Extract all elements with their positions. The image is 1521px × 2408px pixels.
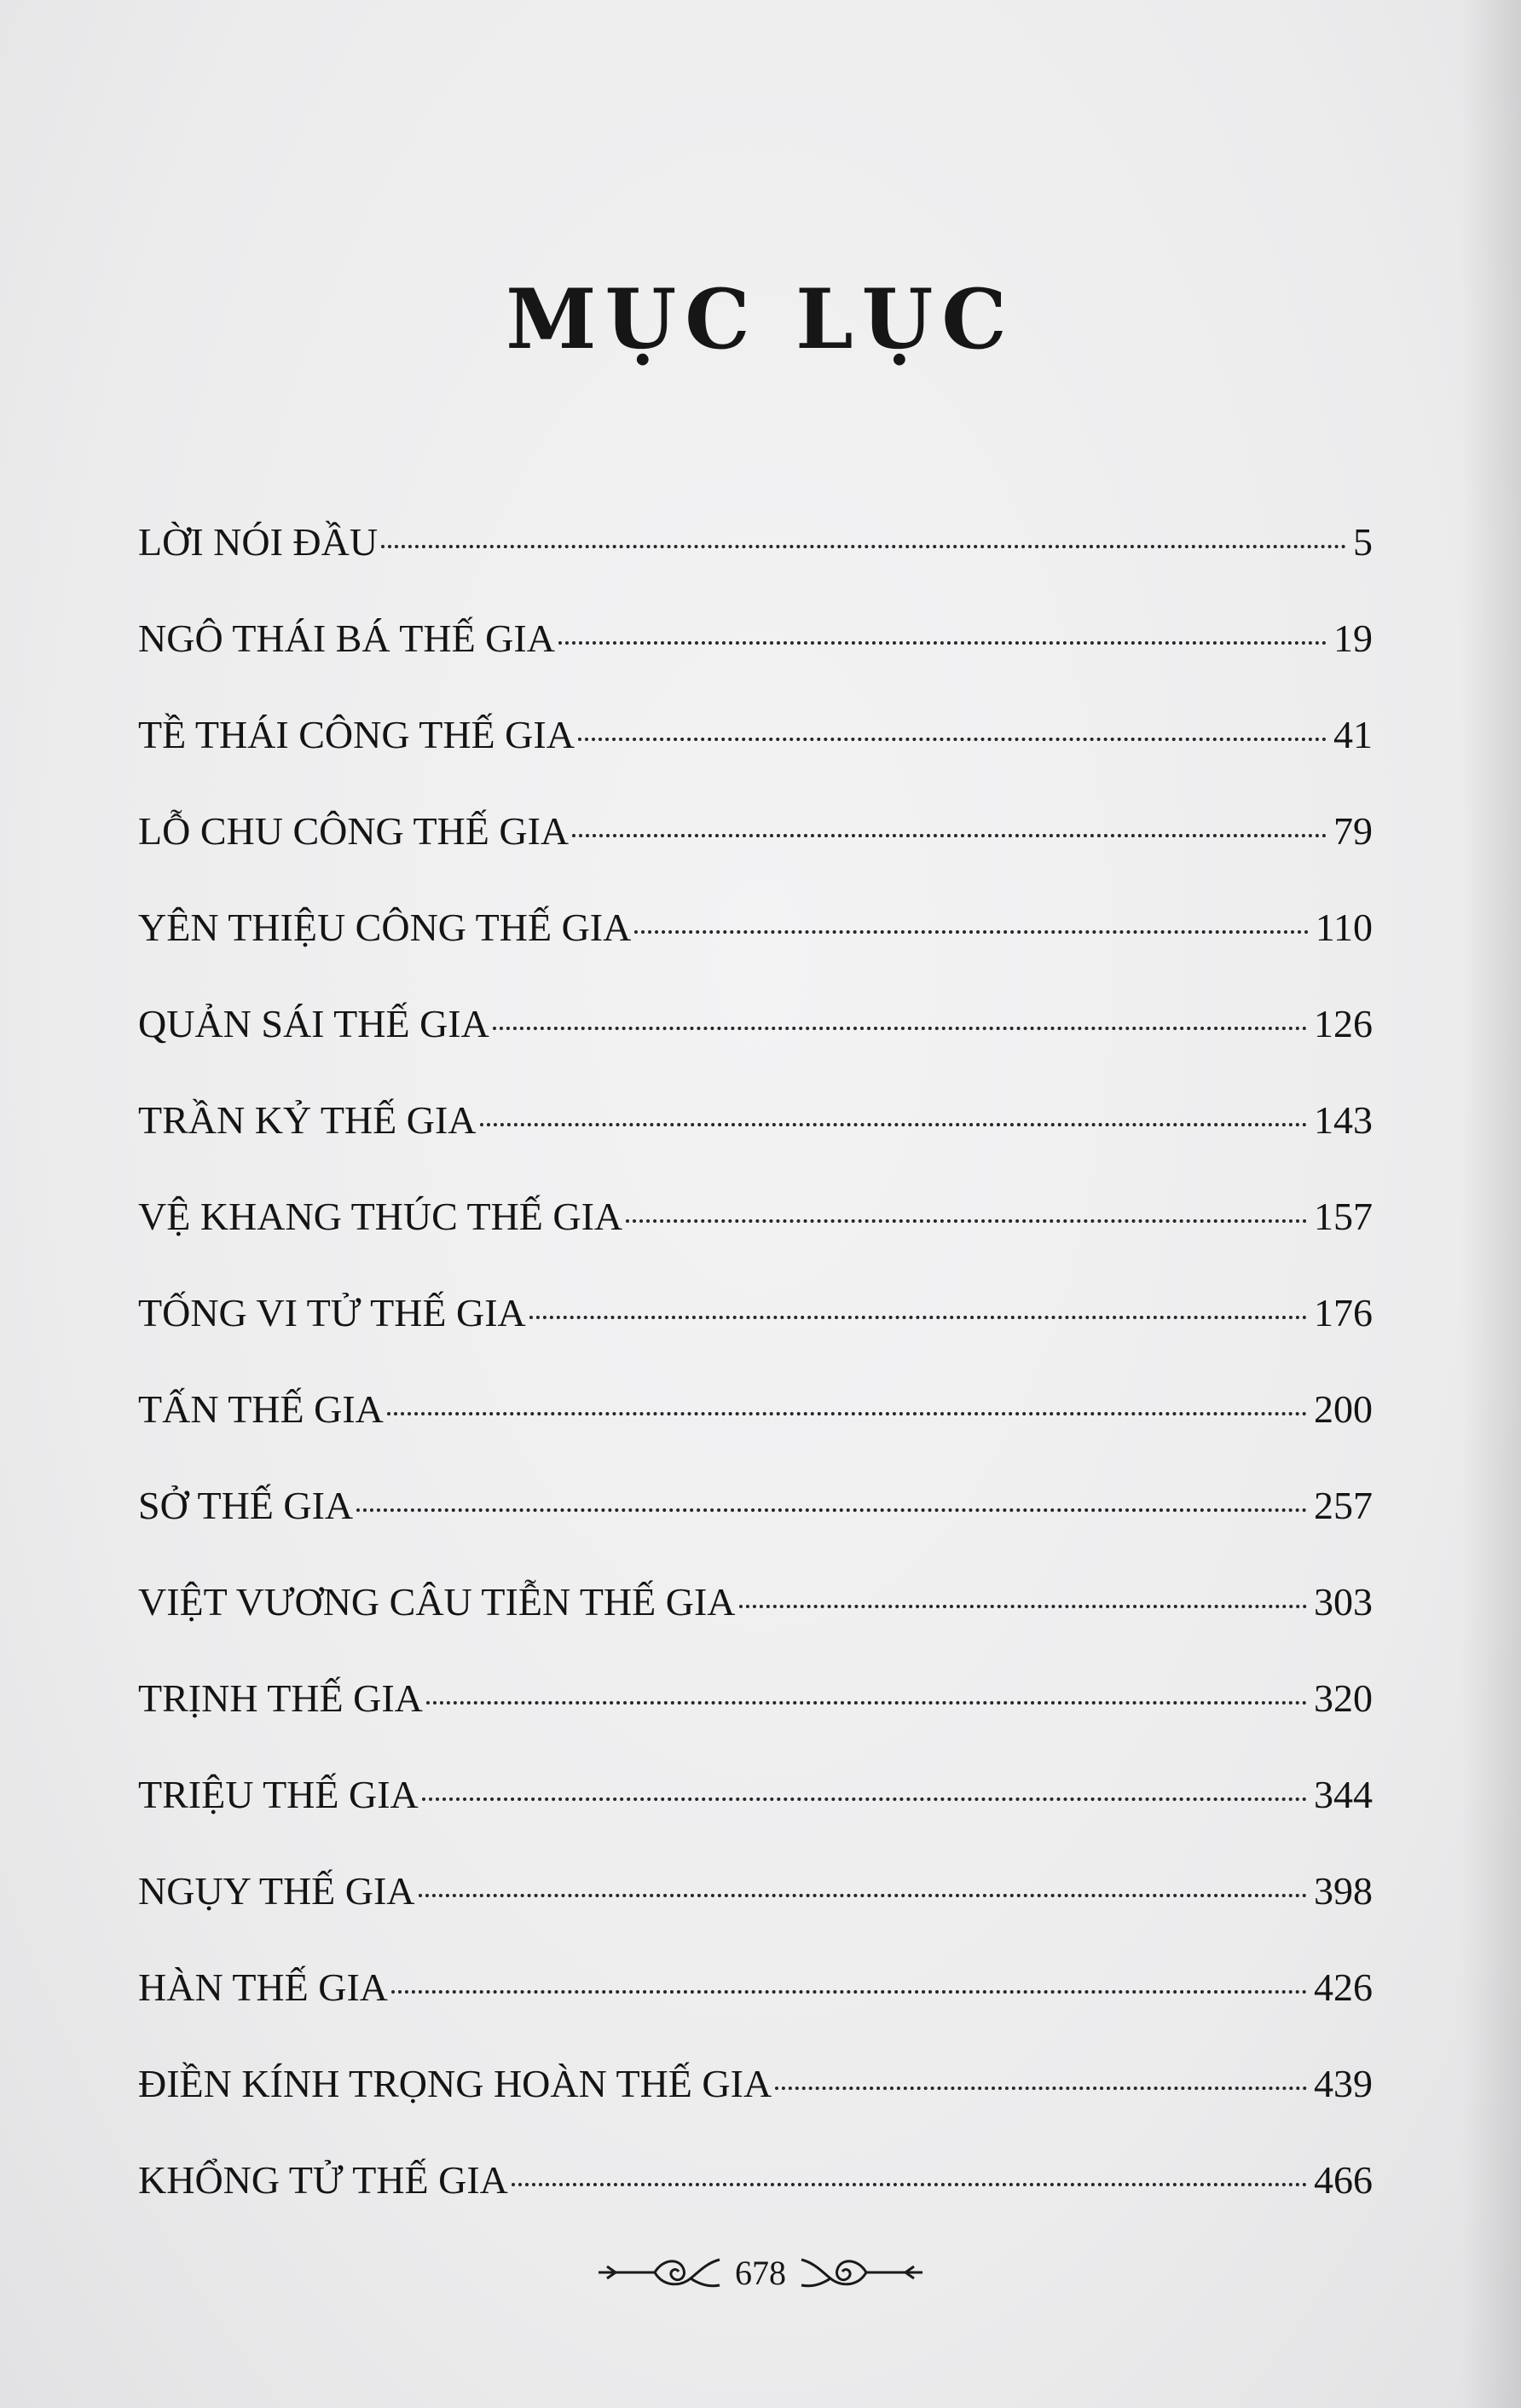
toc-entry-title: TỀ THÁI CÔNG THẾ GIA [138, 713, 575, 756]
toc-entry-page: 257 [1314, 1484, 1373, 1527]
toc-entry [138, 503, 1373, 599]
toc-entry-title: LỜI NÓI ĐẦU [138, 520, 379, 564]
toc-leader-dots [381, 545, 1346, 548]
toc-entry-page: 157 [1314, 1195, 1373, 1238]
toc-entry [138, 2045, 1373, 2141]
toc-entry-title: TRIỆU THẾ GIA [138, 1773, 419, 1816]
toc-entry [138, 2141, 1373, 2237]
toc-entry-page: 344 [1314, 1773, 1373, 1816]
toc-entry-title: HÀN THẾ GIA [138, 1965, 389, 2009]
toc-entry-title: YÊN THIỆU CÔNG THẾ GIA [138, 906, 632, 949]
toc-entry [138, 1852, 1373, 1948]
toc-entry [138, 599, 1373, 696]
toc-entry [138, 1659, 1373, 1756]
toc-entry-title: KHỔNG TỬ THẾ GIA [138, 2158, 508, 2202]
toc-leader-dots [578, 738, 1327, 741]
toc-leader-dots [512, 2183, 1307, 2186]
toc-leader-dots [391, 1990, 1307, 1994]
toc-entry-title: TRỊNH THẾ GIA [138, 1676, 423, 1720]
scroll-ornament-icon [595, 2251, 723, 2294]
toc-entry [138, 1274, 1373, 1370]
toc-entry-page: 398 [1314, 1869, 1373, 1913]
toc-leader-dots [480, 1123, 1307, 1126]
toc-entry [138, 1178, 1373, 1274]
toc-entry-page: 41 [1333, 713, 1373, 756]
toc-entry [138, 1563, 1373, 1659]
toc-entry [138, 696, 1373, 792]
toc-entry-page: 110 [1315, 906, 1373, 949]
toc-entry-page: 303 [1314, 1580, 1373, 1624]
toc-entry-title: LỖ CHU CÔNG THẾ GIA [138, 809, 570, 853]
toc-entry-page: 176 [1314, 1291, 1373, 1334]
toc-entry [138, 792, 1373, 889]
toc-entry-title: TẤN THẾ GIA [138, 1387, 384, 1431]
toc-leader-dots [739, 1605, 1307, 1608]
toc-leader-dots [356, 1508, 1307, 1512]
toc-entry [138, 1948, 1373, 2045]
toc-entry [138, 1081, 1373, 1178]
toc-entry-title: TỐNG VI TỬ THẾ GIA [138, 1291, 526, 1334]
toc-entry-title: SỞ THẾ GIA [138, 1484, 354, 1527]
toc-entry [138, 1756, 1373, 1852]
toc-entry-page: 126 [1314, 1002, 1373, 1045]
toc-entry-page: 79 [1333, 809, 1373, 853]
toc-entry [138, 985, 1373, 1081]
toc-leader-dots [493, 1027, 1307, 1030]
toc-entry-title: TRẦN KỶ THẾ GIA [138, 1098, 477, 1142]
toc-leader-dots [775, 2087, 1307, 2090]
toc-leader-dots [422, 1797, 1307, 1801]
toc-entry [138, 1370, 1373, 1467]
page-title: MỤC LỤC [506, 271, 1015, 368]
toc-entry-title: ĐIỀN KÍNH TRỌNG HOÀN THẾ GIA [138, 2062, 772, 2105]
toc-entry-page: 19 [1333, 616, 1373, 660]
toc-entry-title: NGÔ THÁI BÁ THẾ GIA [138, 616, 555, 660]
toc-entry-page: 439 [1314, 2062, 1373, 2105]
toc-entry-page: 466 [1314, 2158, 1373, 2202]
toc-leader-dots [558, 641, 1327, 645]
toc-entry [138, 1467, 1373, 1563]
toc-leader-dots [419, 1894, 1307, 1897]
table-of-contents [138, 503, 1373, 2237]
toc-entry-title: NGỤY THẾ GIA [138, 1869, 415, 1913]
toc-leader-dots [634, 930, 1308, 934]
toc-leader-dots [426, 1701, 1307, 1705]
toc-entry-title: VỆ KHANG THÚC THẾ GIA [138, 1195, 623, 1238]
toc-entry [138, 889, 1373, 985]
toc-entry-title: VIỆT VƯƠNG CÂU TIỄN THẾ GIA [138, 1580, 736, 1624]
toc-leader-dots [529, 1316, 1307, 1319]
toc-leader-dots [572, 834, 1327, 837]
scroll-ornament-icon [798, 2251, 926, 2294]
toc-leader-dots [626, 1219, 1307, 1223]
toc-entry-title: QUẢN SÁI THẾ GIA [138, 1002, 489, 1045]
toc-leader-dots [387, 1412, 1307, 1415]
page-footer [0, 2251, 1521, 2294]
toc-entry-page: 143 [1314, 1098, 1373, 1142]
toc-entry-page: 200 [1314, 1387, 1373, 1431]
toc-entry-page: 426 [1314, 1965, 1373, 2009]
toc-entry-page: 5 [1353, 520, 1373, 564]
page-number: 678 [735, 2253, 786, 2292]
toc-entry-page: 320 [1314, 1676, 1373, 1720]
